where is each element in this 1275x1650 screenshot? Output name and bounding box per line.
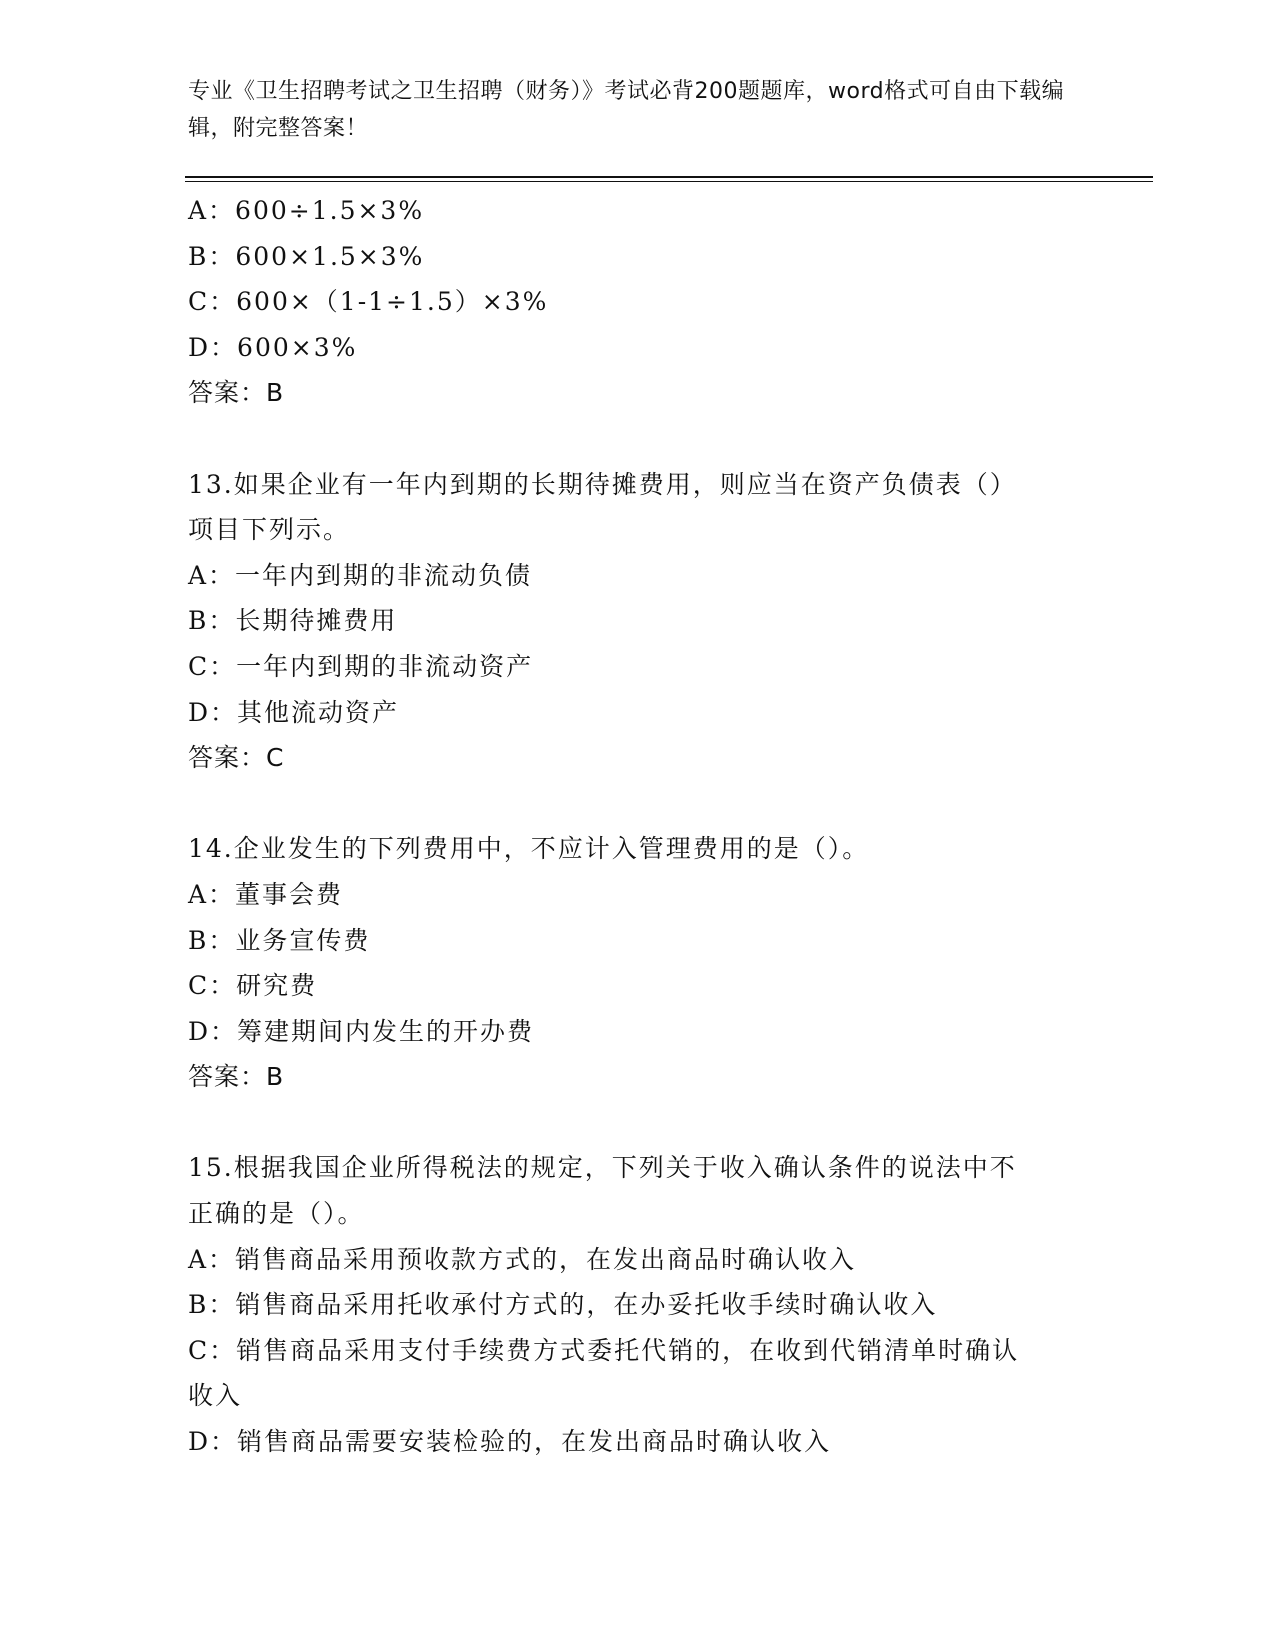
question-stem-line-2: 正确的是（）。 (188, 1199, 365, 1229)
spacer (188, 1100, 1078, 1146)
option-a: A：董事会费 (188, 879, 344, 909)
option-b: B：600×1.5×3% (188, 241, 425, 271)
question-stem-line-2: 项目下列示。 (188, 515, 351, 545)
option-d: D：其他流动资产 (188, 697, 400, 727)
option-c: C：一年内到期的非流动资产 (188, 651, 534, 681)
header-divider-thick (185, 176, 1153, 178)
option-d: D：600×3% (188, 332, 358, 362)
document-header: 专业《卫生招聘考试之卫生招聘（财务）》考试必背200题题库，word格式可自由下载编辑，附完整答案！ (188, 79, 1065, 141)
option-d: D：筹建期间内发生的开办费 (188, 1016, 535, 1046)
answer-12: 答案：B (188, 378, 285, 408)
header-divider-thin (185, 181, 1153, 182)
option-b: B：业务宣传费 (188, 925, 371, 955)
option-c-continuation: 收入 (188, 1381, 243, 1411)
option-a: A：600÷1.5×3% (188, 196, 425, 225)
answer-13: 答案：C (188, 743, 285, 773)
question-15 (188, 1145, 1078, 1464)
question-stem-line-1: 13.如果企业有一年内到期的长期待摊费用，则应当在资产负债表（） (188, 469, 1017, 499)
option-d: D：销售商品需要安装检验的，在发出商品时确认收入 (188, 1427, 832, 1457)
spacer (188, 781, 1078, 827)
question-stem-line-1: 14.企业发生的下列费用中，不应计入管理费用的是（）。 (188, 834, 870, 864)
question-stem-line-1: 15.根据我国企业所得税法的规定，下列关于收入确认条件的说法中不 (188, 1153, 1017, 1183)
answer-14: 答案：B (188, 1062, 285, 1092)
option-b: B：长期待摊费用 (188, 606, 398, 636)
option-c: C：销售商品采用支付手续费方式委托代销的，在收到代销清单时确认 (188, 1335, 1020, 1365)
question-12-options (188, 188, 1078, 416)
option-b: B：销售商品采用托收承付方式的，在办妥托收手续时确认收入 (188, 1290, 938, 1320)
option-a: A：一年内到期的非流动负债 (188, 560, 533, 590)
option-c: C：600×（1-1÷1.5）×3% (188, 287, 549, 317)
question-14 (188, 826, 1078, 1100)
spacer (188, 416, 1078, 462)
option-c: C：研究费 (188, 971, 318, 1001)
question-13 (188, 462, 1078, 781)
question-content (188, 188, 1078, 1465)
option-a: A：销售商品采用预收款方式的，在发出商品时确认收入 (188, 1244, 857, 1274)
